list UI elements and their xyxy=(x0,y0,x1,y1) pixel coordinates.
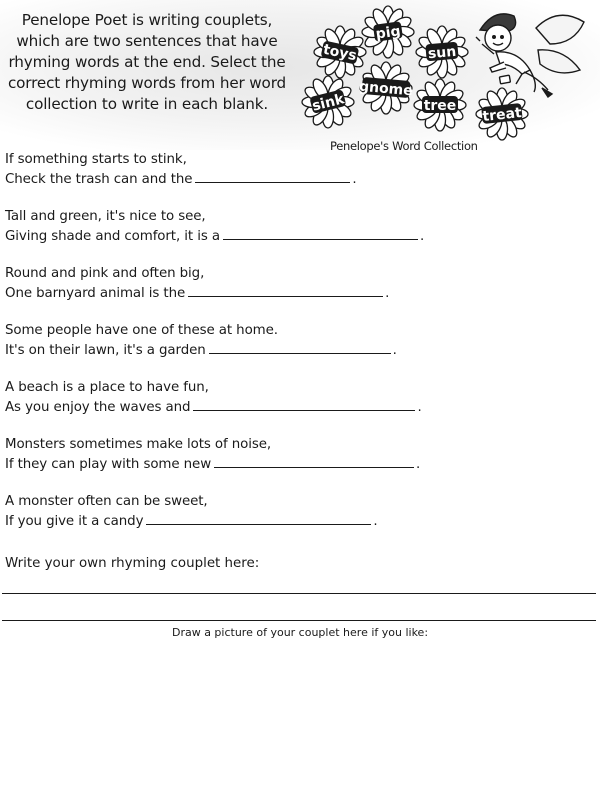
period: . xyxy=(419,228,425,244)
instruction-line: rhyming words at the end. Select the xyxy=(8,53,286,71)
couplet-line-2: Giving shade and comfort, it is a xyxy=(5,228,220,244)
couplet-line-1: If something starts to stink, xyxy=(5,152,187,167)
drawing-area[interactable] xyxy=(0,645,600,793)
answer-blank[interactable] xyxy=(188,284,383,297)
answer-blank[interactable] xyxy=(193,398,415,411)
instruction-line: collection to write in each blank. xyxy=(25,95,269,113)
word-tree: tree xyxy=(423,98,457,114)
flower-tree xyxy=(414,79,466,131)
word-toys: toys xyxy=(321,41,358,65)
own-couplet-prompt: Write your own rhyming couplet here: xyxy=(5,556,260,571)
answer-blank[interactable] xyxy=(214,455,414,468)
answer-blank[interactable] xyxy=(146,512,371,525)
word-treat: treat xyxy=(481,104,523,126)
couplet-line-1: A monster often can be sweet, xyxy=(5,494,208,509)
word-collection-caption: Penelope's Word Collection xyxy=(330,139,478,153)
couplet-line-1: Monsters sometimes make lots of noise, xyxy=(5,437,272,452)
penelope-fairy-illustration xyxy=(476,14,584,97)
couplet-line-1: Round and pink and often big, xyxy=(5,266,205,281)
couplet-line-2: Check the trash can and the xyxy=(5,171,193,187)
couplet-1 xyxy=(5,150,357,189)
couplet-line-2: It's on their lawn, it's a garden xyxy=(5,342,206,358)
flower-sink xyxy=(302,76,354,128)
answer-blank[interactable] xyxy=(195,170,350,183)
period: . xyxy=(352,171,357,187)
couplet-2 xyxy=(5,207,424,246)
period: . xyxy=(373,513,378,529)
couplet-7 xyxy=(5,492,378,531)
couplet-5 xyxy=(5,378,422,417)
period: . xyxy=(417,399,422,415)
couplet-6 xyxy=(5,435,420,474)
flower-toys xyxy=(314,26,366,78)
drawing-prompt: Draw a picture of your couplet here if you like: xyxy=(171,626,429,639)
flower-pig xyxy=(362,6,414,58)
own-couplet-line-1[interactable] xyxy=(2,593,596,594)
couplet-4 xyxy=(5,321,397,360)
answer-blank[interactable] xyxy=(209,341,391,354)
word-gnome: gnome xyxy=(358,78,414,100)
period: . xyxy=(385,285,390,301)
couplet-line-2: If you give it a candy xyxy=(5,513,144,529)
flower-treat xyxy=(476,88,528,140)
instruction-line: which are two sentences that have xyxy=(16,32,278,50)
instructions xyxy=(6,10,288,115)
word-sun: sun xyxy=(427,43,457,63)
answer-blank[interactable] xyxy=(223,227,418,240)
couplet-line-2: One barnyard animal is the xyxy=(5,285,186,301)
period: . xyxy=(392,342,397,358)
own-couplet-line-2[interactable] xyxy=(2,620,596,621)
couplet-line-1: Some people have one of these at home. xyxy=(5,323,278,338)
couplet-line-1: A beach is a place to have fun, xyxy=(5,380,209,395)
word-collection-illustration xyxy=(298,0,600,160)
flower-gnome xyxy=(358,62,413,114)
period: . xyxy=(416,456,421,472)
flower-sun xyxy=(416,26,468,78)
couplet-line-2: If they can play with some new xyxy=(5,456,212,472)
instruction-line: correct rhyming words from her word xyxy=(7,74,287,92)
couplet-line-1: Tall and green, it's nice to see, xyxy=(5,209,206,224)
instruction-line: Penelope Poet is writing couplets, xyxy=(21,11,273,29)
couplet-3 xyxy=(5,264,389,303)
word-pig: pig xyxy=(374,23,402,43)
couplet-line-2: As you enjoy the waves and xyxy=(5,399,191,415)
word-sink: sink xyxy=(310,91,346,115)
